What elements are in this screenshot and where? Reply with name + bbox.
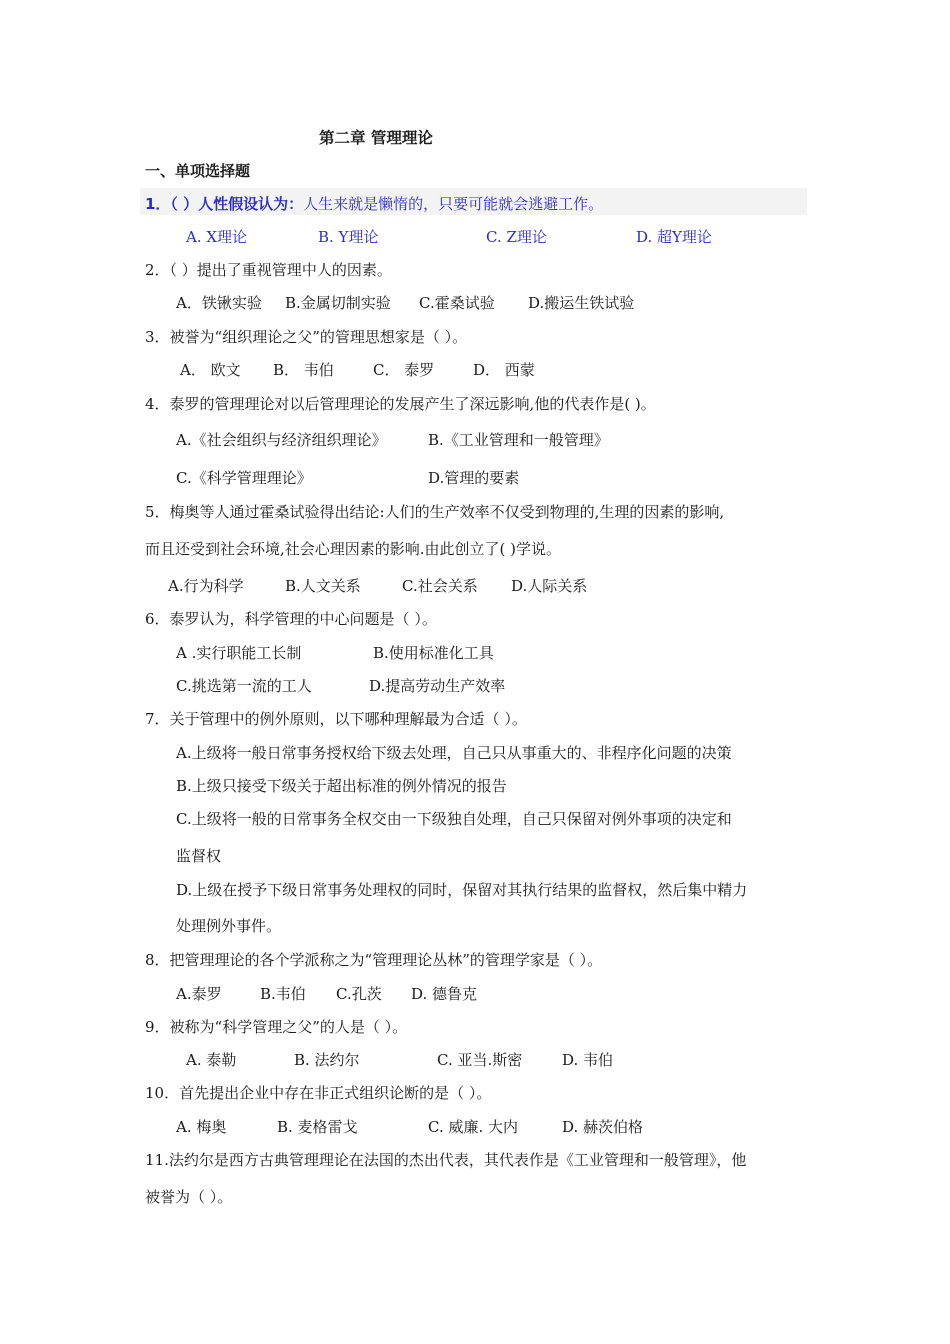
q10-option-b: B. 麦格雷戈 bbox=[277, 1118, 358, 1136]
question-1-rest: 人生来就是懒惰的，只要可能就会逃避工作。 bbox=[303, 195, 604, 213]
q10-option-c: C. 威廉. 大内 bbox=[428, 1118, 519, 1136]
q4-option-c: C.《科学管理理论》 bbox=[176, 469, 312, 487]
q10-option-a: A. 梅奥 bbox=[176, 1118, 227, 1136]
q4-option-d: D.管理的要素 bbox=[428, 469, 520, 487]
q3-option-a: A． 欧文 bbox=[180, 361, 241, 379]
section-heading: 一、单项选择题 bbox=[145, 162, 251, 180]
q5-option-c: C.社会关系 bbox=[402, 577, 478, 595]
q3-option-b: B． 韦伯 bbox=[273, 361, 334, 379]
q10-option-d: D. 赫茨伯格 bbox=[562, 1118, 644, 1136]
q6-option-d: D.提高劳动生产效率 bbox=[369, 677, 506, 695]
chapter-title: 第二章 管理理论 bbox=[319, 129, 433, 147]
q9-option-c: C. 亚当.斯密 bbox=[437, 1051, 523, 1069]
q2-option-a: A．铁锹实验 bbox=[176, 294, 262, 312]
q8-option-d: D. 德鲁克 bbox=[411, 985, 478, 1003]
q4-option-a: A.《社会组织与经济组织理论》 bbox=[176, 431, 387, 449]
question-1 bbox=[145, 194, 603, 214]
question-5-line-1: 5．梅奥等人通过霍桑试验得出结论:人们的生产效率不仅受到物理的,生理的因素的影响, bbox=[145, 503, 725, 521]
question-1-prefix: 1．（ ）人性假设认为： bbox=[145, 195, 304, 213]
question-6: 6．泰罗认为，科学管理的中心问题是（ ）。 bbox=[145, 610, 437, 628]
q2-option-b: B.金属切制实验 bbox=[285, 294, 391, 312]
q3-option-c: C． 泰罗 bbox=[373, 361, 435, 379]
q2-option-d: D.搬运生铁试验 bbox=[528, 294, 635, 312]
q1-option-a: A. X理论 bbox=[186, 228, 248, 246]
q8-option-b: B.韦伯 bbox=[260, 985, 306, 1003]
q1-option-c: C. Z理论 bbox=[486, 228, 547, 246]
q5-option-d: D.人际关系 bbox=[511, 577, 588, 595]
q1-option-b: B. Y理论 bbox=[318, 228, 379, 246]
q7-option-c-line-1: C.上级将一般的日常事务全权交由一下级独自处理，自己只保留对例外事项的决定和 bbox=[176, 810, 732, 828]
q7-option-d-line-1: D.上级在授予下级日常事务处理权的同时，保留对其执行结果的监督权，然后集中精力 bbox=[176, 881, 748, 899]
q7-option-d-line-2: 处理例外事件。 bbox=[176, 917, 282, 935]
question-11-line-2: 被誉为（ ）。 bbox=[145, 1188, 233, 1206]
question-10: 10．首先提出企业中存在非正式组织论断的是（ ）。 bbox=[145, 1084, 492, 1102]
question-8: 8．把管理理论的各个学派称之为“管理理论丛林”的管理学家是（ ）。 bbox=[145, 951, 603, 969]
q1-option-d: D. 超Y理论 bbox=[636, 228, 712, 246]
q2-option-c: C.霍桑试验 bbox=[419, 294, 495, 312]
q7-option-a: A.上级将一般日常事务授权给下级去处理，自己只从事重大的、非程序化问题的决策 bbox=[176, 744, 732, 762]
question-7: 7．关于管理中的例外原则，以下哪种理解最为合适（ ）。 bbox=[145, 710, 527, 728]
question-9: 9．被称为“科学管理之父”的人是（ ）。 bbox=[145, 1018, 408, 1036]
q6-option-c: C.挑选第一流的工人 bbox=[176, 677, 312, 695]
question-3: 3．被誉为“组织理论之父”的管理思想家是（ ）。 bbox=[145, 328, 468, 346]
q9-option-b: B. 法约尔 bbox=[294, 1051, 360, 1069]
question-2: 2．（ ）提出了重视管理中人的因素。 bbox=[145, 261, 392, 279]
q8-option-c: C.孔茨 bbox=[336, 985, 382, 1003]
q5-option-a: A.行为科学 bbox=[168, 577, 244, 595]
q3-option-d: D． 西蒙 bbox=[473, 361, 535, 379]
q5-option-b: B.人文关系 bbox=[285, 577, 361, 595]
q6-option-a: A .实行职能工长制 bbox=[176, 644, 302, 662]
q6-option-b: B.使用标准化工具 bbox=[373, 644, 494, 662]
q7-option-b: B.上级只接受下级关于超出标准的例外情况的报告 bbox=[176, 777, 507, 795]
q8-option-a: A.泰罗 bbox=[176, 985, 222, 1003]
q7-option-c-line-2: 监督权 bbox=[176, 847, 222, 865]
question-11-line-1: 11.法约尔是西方古典管理理论在法国的杰出代表，其代表作是《工业管理和一般管理》，他 bbox=[145, 1151, 747, 1169]
q9-option-d: D. 韦伯 bbox=[562, 1051, 614, 1069]
q4-option-b: B.《工业管理和一般管理》 bbox=[428, 431, 609, 449]
question-5-line-2: 而且还受到社会环境,社会心理因素的影响.由此创立了( )学说。 bbox=[145, 540, 562, 558]
question-4: 4．泰罗的管理理论对以后管理理论的发展产生了深远影响,他的代表作是( )。 bbox=[145, 395, 656, 413]
q9-option-a: A. 泰勒 bbox=[186, 1051, 237, 1069]
